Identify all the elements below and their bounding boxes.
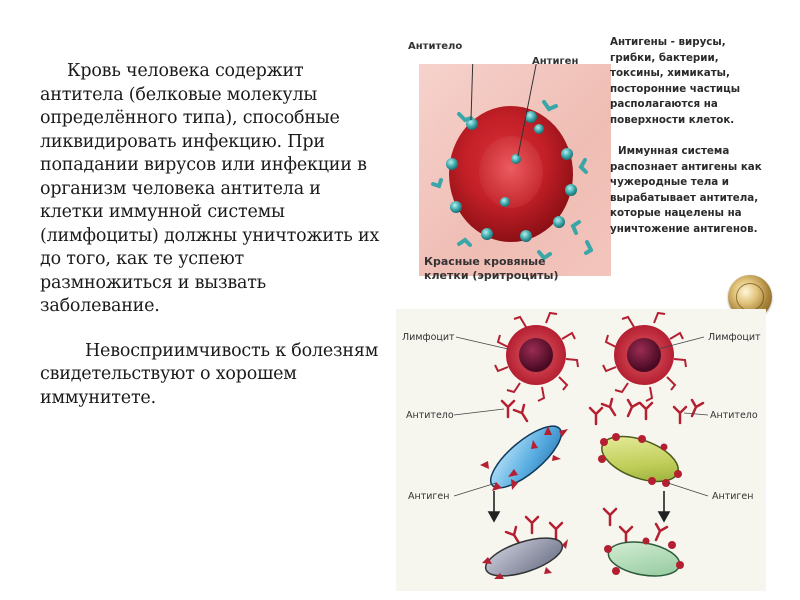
paragraph-immunity: Невосприимчивость к болезням свидетельствуют о хорошем иммунитете.: [40, 340, 379, 408]
red-blood-cell-figure: [398, 30, 770, 300]
label-right-antibody: Антитело: [710, 410, 758, 421]
label-antibody: Антитело: [408, 41, 463, 52]
caption-line-1: Красные кровяные: [424, 255, 546, 268]
lymphocyte-illustration: [396, 309, 766, 591]
down-arrows: [489, 491, 669, 521]
desc-immune-system: Иммунная система распознает антигены как чужеродные тела и вырабатывает антитела, которые нацелены на уничтожение антигенов.: [610, 145, 762, 235]
label-right-antigen: Антиген: [712, 491, 754, 502]
lymphocyte-figure: [396, 309, 766, 591]
erythrocyte-center: [479, 136, 543, 208]
blue-antigen: [480, 416, 570, 497]
body-text: [40, 60, 380, 431]
antigen-description: [610, 35, 770, 253]
paragraph-blood-antibodies: Кровь человека содержит антитела (белковые молекулы определённого типа), способные ликвидировать инфекцию. При попадании вирусов или инфекции в организм человека антитела и клетки иммунной системы (лимфоциты) должны уничтожить их до того, как те успеют размножиться и вызвать заболевание.: [40, 61, 380, 316]
mint-antigen: [604, 537, 684, 581]
cell-background: [419, 64, 611, 276]
label-left-antigen: Антиген: [408, 491, 450, 502]
green-antigen: [596, 427, 684, 490]
label-antigen: Антиген: [532, 56, 579, 67]
right-lymphocyte: [603, 313, 686, 401]
caption-red-blood-cells: [424, 255, 624, 283]
left-lymphocyte: [495, 313, 578, 401]
label-left-lymphocyte: Лимфоцит: [402, 332, 455, 343]
label-right-lymphocyte: Лимфоцит: [708, 332, 761, 343]
label-left-antibody: Антитело: [406, 410, 454, 421]
caption-line-2: клетки (эритроциты): [424, 269, 559, 282]
desc-antigens: Антигены - вирусы, грибки, бактерии, токсины, химикаты, посторонние частицы располагаются на поверхности клеток.: [610, 36, 741, 126]
erythrocyte-illustration: [419, 64, 611, 276]
